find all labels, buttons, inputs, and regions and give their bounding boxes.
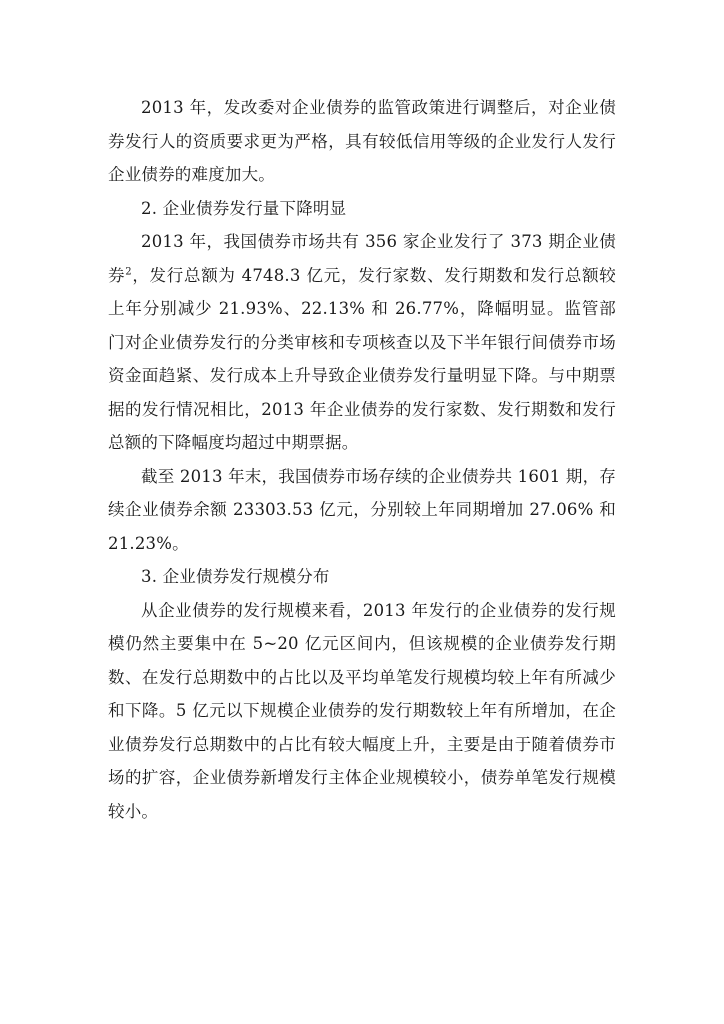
paragraph-issuance-scale: 从企业债券的发行规模来看，2013 年发行的企业债券的发行规模仍然主要集中在 5~20 亿元区间内，但该规模的企业债券发行期数、在发行总期数中的占比以及平均单笔发行规模均较上年有所减少和下降。5 亿元以下规模企业债券的发行期数较上年有所增加，在企业债券发行总期数中的占比有较大幅度上升，主要是由于随着债券市场的扩容，企业债券新增发行主体企业规模较小，债券单笔发行规模较小。 <box>108 600 616 821</box>
paragraph-outstanding-bonds: 截至 2013 年末，我国债券市场存续的企业债券共 1601 期，存续企业债券余额 23303.53 亿元，分别较上年同期增加 27.06% 和 21.23%。 <box>108 466 616 553</box>
paragraph-issuance-volume <box>108 225 616 460</box>
issuance-text-part1: 2013 年，我国债券市场共有 356 家企业发行了 373 期企业债券 <box>108 232 616 285</box>
footnote-marker: 2 <box>125 266 132 277</box>
section-heading-issuance-decline: 2. 企业债券发行量下降明显 <box>141 198 347 218</box>
document-page <box>108 91 616 828</box>
paragraph-regulatory-policy: 2013 年，发改委对企业债券的监管政策进行调整后，对企业债券发行人的资质要求更为严格，具有较低信用等级的企业发行人发行企业债券的难度加大。 <box>108 98 616 184</box>
issuance-text-part2: ，发行总额为 4748.3 亿元，发行家数、发行期数和发行总额较上年分别减少 21.93%、22.13% 和 26.77%，降幅明显。监管部门对企业债券发行的分类审核和专项核查以及下半年银行间债券市场资金面趋紧、发行成本上升导致企业债券发行量明显下降。与中期票据的发行情况相比，2013 年企业债券的发行家数、发行期数和发行总额的下降幅度均超过中期票据。 <box>108 265 617 452</box>
section-heading-scale-distribution: 3. 企业债券发行规模分布 <box>141 567 330 586</box>
